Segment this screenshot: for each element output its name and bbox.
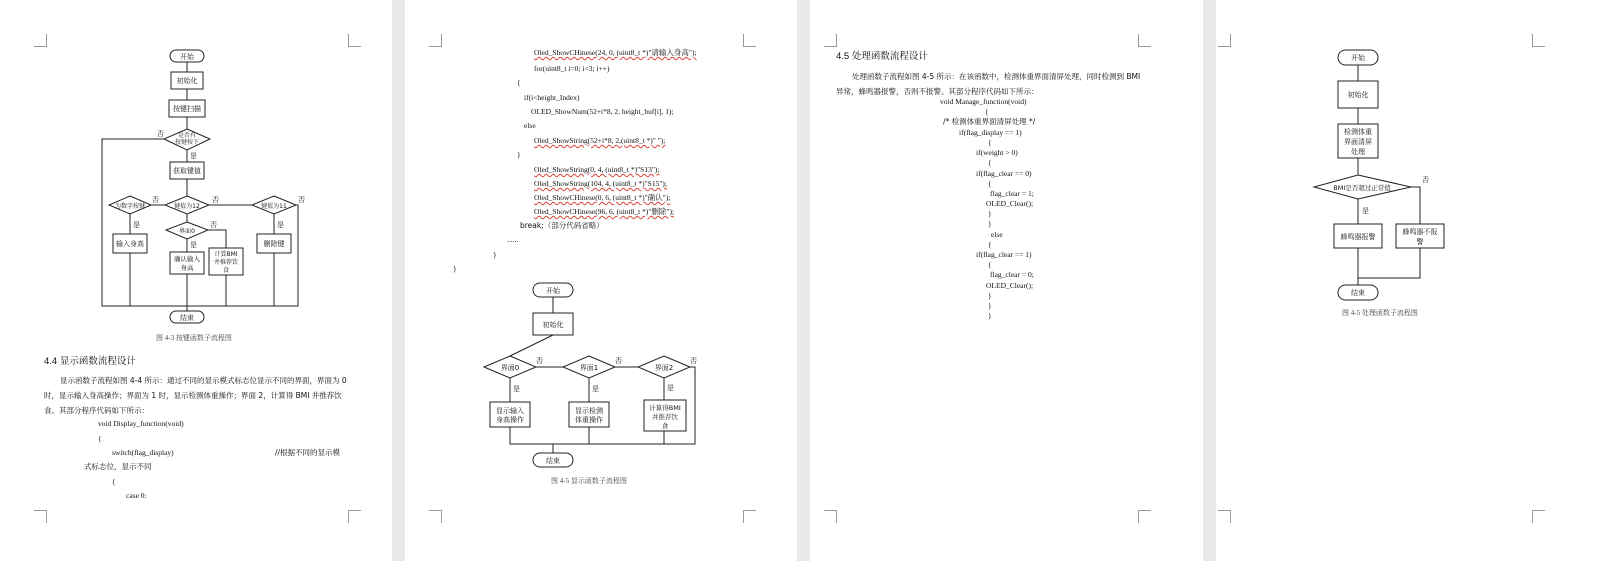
fc-bmi-label-3: 食	[222, 267, 230, 274]
code-line: flag_clear = 1;	[990, 189, 1034, 198]
section-heading: 4.5 处理函数流程设计	[836, 51, 928, 62]
manage-function-flowchart	[1216, 0, 1612, 320]
fc-init-label: 初始化	[542, 321, 564, 329]
fc-box3-label-1: 计算得BMI	[649, 404, 681, 412]
code-line: }	[493, 250, 497, 259]
code-line: {	[985, 107, 989, 116]
fc-input-height-label: 输入身高	[116, 240, 144, 248]
fc-clear-label-1: 检测体重	[1344, 128, 1372, 136]
code-line: case 0:	[126, 491, 147, 500]
crop-mark	[1138, 34, 1151, 47]
code-comment: //根据不同的显示模	[275, 448, 341, 457]
code-line: else	[524, 121, 536, 130]
code-line: }	[988, 291, 992, 300]
fc-confirm-label-2: 身高	[180, 264, 194, 272]
code-line: {	[988, 240, 992, 249]
code-comment: 式标志位，显示不同	[84, 462, 152, 471]
figure-caption: 图 4-5 处理函数子流程图	[1342, 309, 1418, 317]
code-line: if(flag_clear == 1)	[976, 250, 1032, 259]
fc-delete-label: 删除键	[263, 240, 285, 248]
code-line: Oled_ShowCHinese(96, 6, (uint8_t *)"删除");	[534, 207, 675, 216]
code-line: ......	[507, 235, 519, 244]
fc-no-label: 否	[157, 130, 164, 138]
fc-scan-label: 按键扫描	[173, 105, 201, 113]
code-line: {	[112, 477, 116, 486]
fc-no-label: 否	[298, 196, 305, 204]
crop-mark	[824, 510, 837, 523]
fc-no-label: 否	[690, 357, 697, 365]
fc-val12-label: 键值为12	[174, 203, 200, 210]
section-heading: 4.4 显示函数流程设计	[44, 356, 136, 367]
figure-caption: 图 4-3 按键函数子流程图	[156, 334, 232, 342]
code-line: {	[98, 434, 102, 443]
fc-box2-label-1: 显示检测	[575, 407, 603, 415]
crop-mark	[1218, 510, 1231, 523]
crop-mark	[743, 510, 756, 523]
fc-no-label: 否	[212, 196, 219, 204]
fc-no-alarm-label-1: 蜂鸣器不报	[1402, 228, 1438, 236]
fc-start-label: 开始	[1351, 54, 1365, 62]
fc-init-label: 初始化	[1347, 91, 1369, 99]
fc-ui2-label: 界面2	[654, 364, 674, 372]
code-line: void Display_function(void)	[98, 419, 184, 428]
fc-init-label: 初始化	[176, 77, 198, 85]
code-line: }	[988, 301, 992, 310]
fc-box3-label-2: 并推荐饮	[652, 413, 678, 421]
code-line: }	[988, 219, 992, 228]
fc-pressed-label-1: 是否有	[177, 132, 197, 139]
code-line: {	[988, 179, 992, 188]
fc-no-label: 否	[1422, 176, 1429, 184]
code-line: {	[988, 138, 992, 147]
fc-ui0-label: 界面0	[179, 228, 195, 235]
crop-mark	[429, 34, 442, 47]
crop-mark	[348, 510, 361, 523]
code-line: break;（部分代码省略）	[520, 221, 604, 230]
code-line: if(flag_clear == 0)	[976, 169, 1032, 178]
code-line: Oled_ShowCHinese(0, 6, (uint8_t *)"确认");	[534, 193, 671, 202]
section-paragraph: 处理函数子流程如图 4-5 所示：在该函数中，检测体重界面清屏处理，同时检测到 BMI 异常，蜂鸣器报警，否则不报警。其部分程序代码如下所示：	[836, 72, 1141, 96]
fc-start-label: 开始	[180, 53, 194, 61]
document-page-4	[1216, 0, 1612, 561]
code-line: Oled_ShowString(0, 4, (uint8_t *)"S13");	[534, 165, 660, 174]
fc-val11-label: 键值为11	[261, 203, 287, 210]
fc-ui0-label: 界面0	[500, 364, 520, 372]
key-function-flowchart	[0, 0, 392, 330]
crop-mark	[34, 510, 47, 523]
fc-bmi-label-1: 计算BMI	[214, 251, 238, 258]
fc-box3-label-3: 食	[661, 422, 669, 430]
figure-caption: 图 4-5 显示函数子流程图	[551, 477, 627, 485]
fc-yes-label: 是	[667, 384, 674, 392]
display-function-flowchart	[405, 278, 797, 478]
code-line: {	[988, 260, 992, 269]
document-page-3	[810, 0, 1203, 561]
fc-no-label: 否	[536, 357, 543, 365]
code-line: OLED_Clear();	[986, 281, 1034, 290]
fc-yes-label: 是	[592, 385, 599, 393]
fc-box1-label-2: 身高操作	[496, 416, 524, 424]
code-line: OLED_ShowNum(52+i*8, 2, height_buf[i], 1);	[531, 107, 674, 116]
document-page-1	[0, 0, 392, 561]
fc-end-label: 结束	[1351, 289, 1365, 297]
fc-box1-label-1: 显示输入	[496, 407, 524, 415]
crop-mark	[429, 510, 442, 523]
fc-bmi-decision-label: BMI是否超过正常值	[1333, 184, 1391, 192]
code-line: Oled_ShowCHinese(24, 0, (uint8_t *)"请输入身高");	[534, 48, 697, 57]
code-line: }	[453, 264, 457, 273]
code-line: Oled_ShowString(52+i*8, 2,(uint8_t *)" ");	[534, 136, 666, 145]
fc-yes-label: 是	[1362, 207, 1369, 215]
crop-mark	[824, 34, 837, 47]
fc-confirm-label-1: 确认输入	[174, 255, 200, 263]
code-line: else	[991, 230, 1003, 239]
code-line: if(weight > 0)	[976, 148, 1018, 157]
fc-pressed-label-2: 按键按下	[174, 139, 200, 146]
code-line: {	[517, 78, 521, 87]
code-line: OLED_Clear();	[986, 199, 1034, 208]
fc-yes-label: 是	[190, 152, 197, 160]
fc-ui1-label: 界面1	[579, 364, 599, 372]
code-line: Oled_ShowString(104, 4, (uint8_t *)"S15");	[534, 179, 667, 188]
code-line: }	[988, 311, 992, 320]
fc-no-label: 否	[210, 221, 217, 229]
fc-yes-label: 是	[513, 385, 520, 393]
code-line: void Manage_function(void)	[940, 97, 1027, 106]
fc-start-label: 开始	[546, 287, 560, 295]
fc-no-label: 否	[152, 196, 159, 204]
fc-alarm-label: 蜂鸣器报警	[1340, 233, 1376, 241]
fc-num-label: 为数字按键	[114, 203, 146, 210]
section-paragraph: 显示函数子流程如图 4-4 所示：通过不同的显示模式标志位显示不同的界面，界面为 0 时，显示输入身高操作；界面为 1 时，显示检测体重操作；界面 2，计算得 BMI 并推荐饮食。其部分程序代码如下所示：	[44, 376, 347, 415]
fc-clear-label-3: 处理	[1351, 148, 1365, 156]
code-line: for(uint8_t i=0; i<3; i++)	[534, 64, 610, 73]
fc-bmi-label-2: 并推荐饮	[213, 259, 239, 266]
fc-yes-label: 是	[133, 221, 140, 229]
code-line: switch(flag_display)	[112, 448, 174, 457]
crop-mark	[743, 34, 756, 47]
code-line: if(flag_display == 1)	[959, 128, 1022, 137]
code-line: }	[517, 150, 521, 159]
document-page-2	[405, 0, 797, 561]
fc-get-value-label: 获取键值	[173, 167, 201, 175]
code-line: flag_clear = 0;	[990, 270, 1034, 279]
code-line: }	[988, 209, 992, 218]
crop-mark	[1138, 510, 1151, 523]
fc-end-label: 结束	[180, 314, 194, 322]
code-line: if(i<height_Index)	[524, 93, 580, 102]
fc-yes-label: 是	[190, 241, 197, 249]
code-comment: /* 检测体重界面清屏处理 */	[943, 117, 1036, 126]
fc-box2-label-2: 体重操作	[575, 416, 603, 424]
fc-no-alarm-label-2: 警	[1416, 238, 1424, 246]
code-line: {	[988, 158, 992, 167]
fc-clear-label-2: 界面清屏	[1344, 138, 1372, 146]
fc-no-label: 否	[615, 357, 622, 365]
fc-end-label: 结束	[546, 457, 560, 465]
crop-mark	[1532, 510, 1545, 523]
fc-yes-label: 是	[277, 221, 284, 229]
